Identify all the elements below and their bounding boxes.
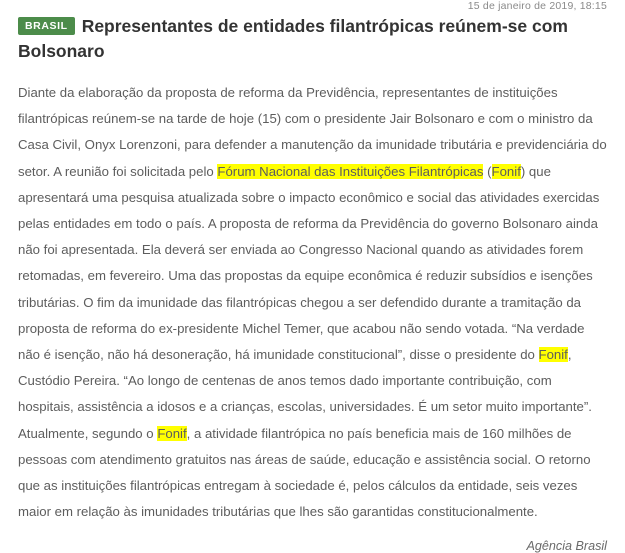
headline-block [18, 14, 607, 64]
category-badge[interactable]: BRASIL [18, 17, 75, 35]
highlighted-term: Fórum Nacional das Instituições Filantrópicas [217, 163, 484, 179]
article-credit: Agência Brasil [526, 539, 607, 553]
highlighted-term: Fonif [157, 425, 187, 441]
headline-text: Representantes de entidades filantrópicas reúnem-se com Bolsonaro [18, 16, 568, 61]
page-title [18, 14, 607, 64]
highlighted-term: Fonif [538, 347, 568, 363]
article-body: Diante da elaboração da proposta de reforma da Previdência, representantes de instituições filantrópicas reúnem-se na tarde de hoje (15) com o presidente Jair Bolsonaro e com o ministro da Casa Civil, Onyx Lorenzoni, para defender a manutenção da imunidade tributária e previdenciária do setor. A reunião foi solicitada pelo Fórum Nacional das Instituições Filantrópicas (Fonif) que apresentará uma pesquisa atualizada sobre o impacto econômico e social das atividades exercidas pelas entidades em todo o país. A proposta de reforma da Previdência do governo Bolsonaro ainda não foi apresentada. Ela deverá ser enviada ao Congresso Nacional quando as atividades forem retomadas, em fevereiro. Uma das propostas da equipe econômica é reduzir subsídios e isenções tributárias. O fim da imunidade das filantrópicas chegou a ser defendido durante a tramitação da proposta de reforma do ex-presidente Michel Temer, que acabou não sendo votada. “Na verdade não é isenção, não há desoneração, há imunidade constitucional”, disse o presidente do Fonif, Custódio Pereira. “Ao longo de centenas de anos temos dado importante contribuição, com hospitais, assistência a idosos e a crianças, escolas, universidades. É um setor muito importante”. Atualmente, segundo o Fonif, a atividade filantrópica no país beneficia mais de 160 milhões de pessoas com atendimento gratuitos nas áreas de saúde, educação e assistência social. O retorno que as instituições filantrópicas entregam à sociedade é, pelos cálculos da entidade, seis vezes maior em relação às imunidades tributárias que lhes são garantidas constitucionalmente. [18, 85, 607, 520]
highlighted-term: Fonif [491, 163, 521, 179]
publish-date: 15 de janeiro de 2019, 18:15 [467, 0, 607, 12]
